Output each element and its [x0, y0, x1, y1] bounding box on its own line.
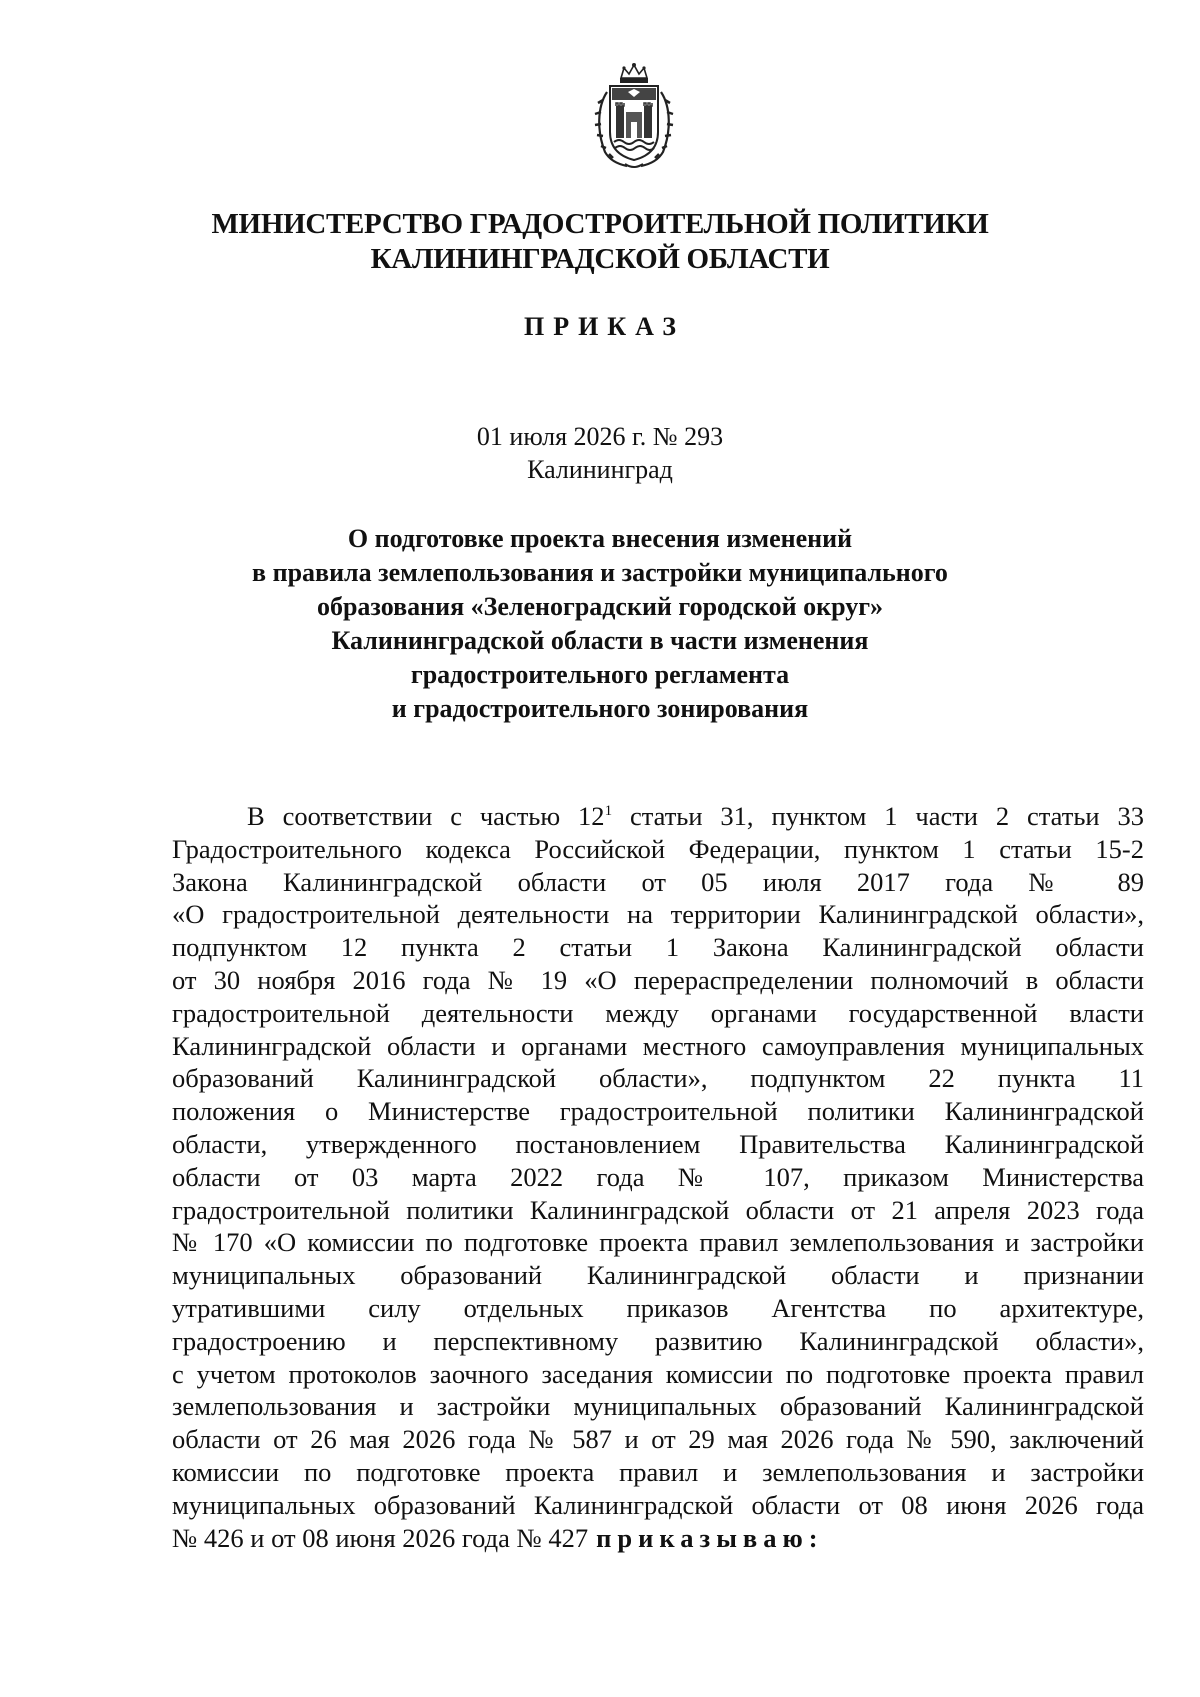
body-line: с учетом протоколов заочного заседания комиссии по подготовке проекта правил — [172, 1358, 1144, 1389]
body-text: статьи 31, пунктом 1 части 2 статьи 33 — [612, 801, 1144, 831]
superscript: 1 — [604, 803, 613, 819]
body-line — [172, 800, 1144, 833]
order-word: приказываю: — [596, 1522, 824, 1553]
body-line: № 170 «О комиссии по подготовке проекта правил землепользования и застройки — [172, 1227, 1144, 1258]
body-line: образований Калининградской области», подпунктом 22 пункта 11 — [172, 1063, 1144, 1094]
ministry-title-line: МИНИСТЕРСТВО ГРАДОСТРОИТЕЛЬНОЙ ПОЛИТИКИ — [211, 208, 989, 240]
body-line: градостроительной политики Калининградской области от 21 апреля 2023 года — [172, 1194, 1144, 1225]
body-line: муниципальных образований Калининградской области и признании — [172, 1260, 1144, 1291]
body-line: комиссии по подготовке проекта правил и землепользования и застройки — [172, 1456, 1144, 1487]
body-line: Калининградской области и органами местного самоуправления муниципальных — [172, 1030, 1144, 1061]
body-line: муниципальных образований Калининградской области от 08 июня 2026 года — [172, 1489, 1144, 1520]
order-body — [172, 800, 1144, 1554]
ministry-title-line: КАЛИНИНГРАДСКОЙ ОБЛАСТИ — [370, 243, 830, 275]
body-line: Закона Калининградской области от 05 июля 2017 года № 89 — [172, 866, 1144, 897]
body-line: области от 26 мая 2026 года № 587 и от 29 мая 2026 года № 590, заключений — [172, 1424, 1144, 1455]
ministry-title — [0, 207, 1200, 277]
order-subject — [0, 522, 1200, 726]
document-meta — [0, 420, 1200, 486]
subject-line: градостроительного регламента — [410, 660, 790, 689]
subject-line: и градостроительного зонирования — [391, 694, 809, 723]
body-text: № 426 и от 08 июня 2026 года № 427 — [172, 1522, 589, 1553]
body-text: В соответствии с частью 12 — [247, 801, 605, 831]
body-line: положения о Министерстве градостроительной политики Калининградской — [172, 1096, 1144, 1127]
body-line: области, утвержденного постановлением Правительства Калининградской — [172, 1128, 1144, 1159]
body-line: градостроению и перспективному развитию Калининградской области», — [172, 1325, 1144, 1356]
body-line: градостроительной деятельности между органами государственной власти — [172, 997, 1144, 1028]
city: Калининград — [527, 455, 673, 484]
body-line: «О градостроительной деятельности на территории Калининградской области», — [172, 899, 1144, 930]
body-line: утратившими силу отдельных приказов Агентства по архитектуре, — [172, 1292, 1144, 1323]
subject-line: О подготовке проекта внесения изменений — [347, 524, 853, 553]
subject-line: Калининградской области в части изменения — [331, 626, 869, 655]
date-number: 01 июля 2026 г. № 293 — [476, 422, 724, 451]
subject-line: образования «Зеленоградский городской округ» — [316, 592, 884, 621]
body-line — [172, 1522, 1144, 1555]
kaliningrad-coat-of-arms-icon — [593, 62, 675, 170]
body-line: землепользования и застройки муниципальных образований Калининградской — [172, 1391, 1144, 1422]
body-line: Градостроительного кодекса Российской Федерации, пунктом 1 статьи 15-2 — [172, 833, 1144, 864]
body-line: от 30 ноября 2016 года № 19 «О перераспределении полномочий в области — [172, 964, 1144, 995]
body-line: области от 03 марта 2022 года № 107, приказом Министерства — [172, 1161, 1144, 1192]
body-line: подпунктом 12 пункта 2 статьи 1 Закона Калининградской области — [172, 932, 1144, 963]
document-type: ПРИКАЗ — [523, 312, 686, 341]
subject-line: в правила землепользования и застройки муниципального — [252, 558, 948, 587]
